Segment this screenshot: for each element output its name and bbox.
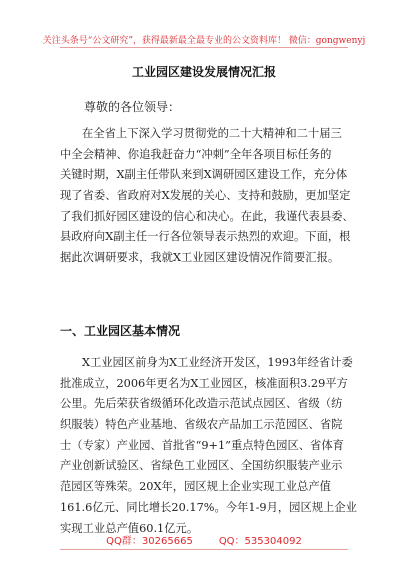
paragraph-line: 织服装）特色产业基地、省级农产品加工示范园区、省院 <box>60 418 343 432</box>
paragraph-line: 实现工业总产值60.1亿元。 <box>60 521 199 535</box>
paragraph-line: 批准成立，2006年更名为X工业园区，核准面积3.29平方 <box>60 376 348 390</box>
intro-paragraph <box>60 124 354 269</box>
paragraph-line: 了我们抓好园区建设的信心和决心。在此，我谨代表县委、 <box>60 209 354 223</box>
qq-group-number: QQ群：30265665 <box>106 536 193 547</box>
header-divider <box>60 47 348 48</box>
document-title: 工业园区建设发展情况汇报 <box>131 65 276 79</box>
paragraph-line: 范园区等殊荣。20X年，园区规上企业实现工业总产值 <box>60 480 331 494</box>
paragraph-line: 县政府向X副主任一行各位领导表示热烈的欢迎。下面，根 <box>60 230 351 244</box>
paragraph-line: 公里。先后荣获省级循环化改造示范试点园区、省级（纺 <box>60 397 343 411</box>
paragraph-line: 关键时期，X副主任带队来到X调研园区建设工作，充分体 <box>60 168 348 182</box>
paragraph-line: 产业创新试验区、省绿色工业园区、全国纺织服装产业示 <box>60 459 343 473</box>
section-heading: 一、工业园区基本情况 <box>60 324 181 338</box>
footer-contact <box>0 532 408 547</box>
footer-divider <box>60 549 348 550</box>
paragraph-line: 161.6亿元、同比增长20.17%。今年1-9月，园区规上企业 <box>60 500 357 514</box>
paragraph-line: 中全会精神、你追我赶奋力“冲刺”全年各项目标任务的 <box>60 147 332 161</box>
paragraph-line: 据此次调研要求，我就X工业园区建设情况作简要汇报。 <box>60 251 340 265</box>
header-promo-text: 关注头条号“公文研究”，获得最新最全最专业的公文资料库！ 微信：gongwenyj <box>42 36 366 46</box>
qq-number: QQ：535304092 <box>218 536 302 547</box>
paragraph-line: 在全省上下深入学习贯彻党的二十大精神和二十届三 <box>82 127 342 140</box>
paragraph-line: 现了省委、省政府对X发展的关心、支持和鼓励，更加坚定 <box>60 189 351 203</box>
salutation: 尊敬的各位领导： <box>84 100 181 114</box>
paragraph-line: X工业园区前身为X工业经济开发区，1993年经省计委 <box>82 356 353 369</box>
section-paragraph <box>60 353 357 539</box>
paragraph-line: 士（专家）产业园、首批省“9+1”重点特色园区、省体育 <box>60 438 344 452</box>
